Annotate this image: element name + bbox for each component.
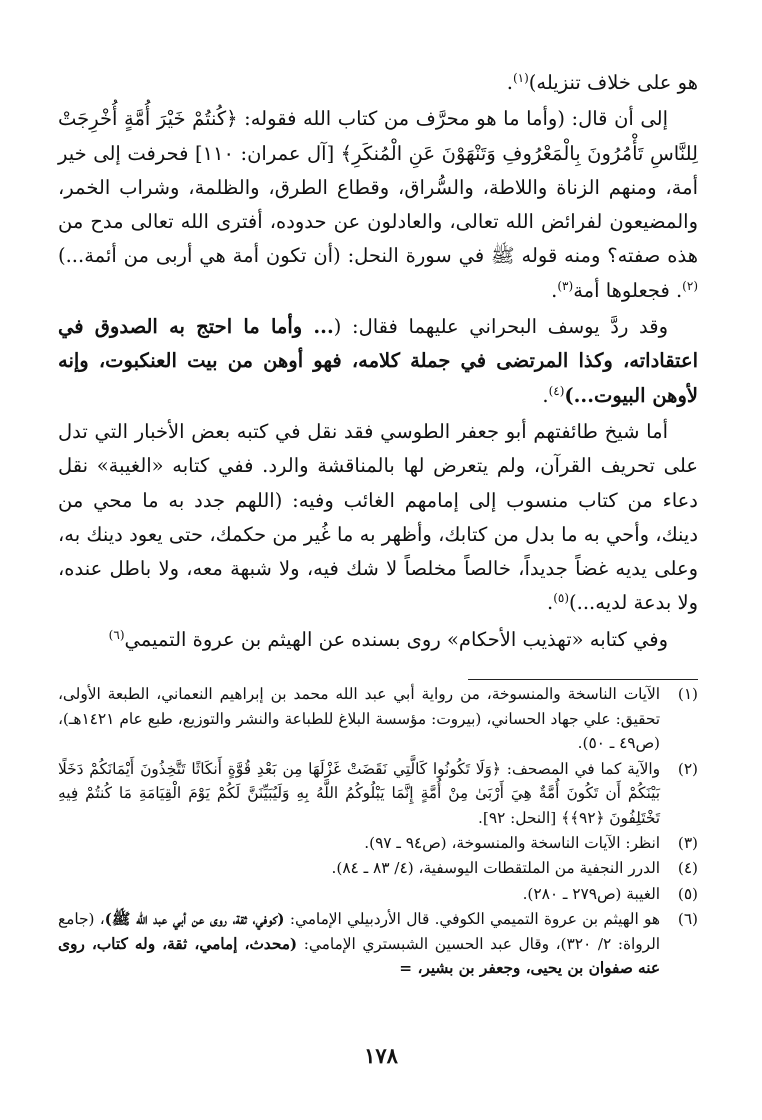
footnote-4 [58, 856, 698, 881]
footnote-ref-2[interactable]: (٢) [682, 278, 698, 293]
footnote-text: هو الهيثم بن عروة التميمي الكوفي. قال الأردبيلي الإمامي: (كوفي، ثقة، روى عن أبي عبد الله ﷺ)، (جامع الرواة: ٢/ ٣٢٠)، وقال عبد الحسين الشبستري الإمامي: (محدث، إمامي، ثقة، وله كتاب، روى عنه صفوان بن يحيى، وجعفر بن بشير، = [58, 909, 660, 978]
footnote-number: (٤) [677, 859, 698, 878]
bahrani-quote: ... وأما ما احتج به الصدوق في اعتقاداته، وكذا المرتضى في جملة كلامه، فهو أوهن من بيت العنكبوت، وإنه لأوهن البيوت...) [58, 315, 698, 407]
paragraph-5: وفي كتابه «تهذيب الأحكام» روى بسنده عن الهيثم بن عروة التميمي$^{(٦)}$ [108, 627, 668, 651]
footnote-text: الدرر النجفية من الملتقطات اليوسفية، (٤/ ٨٣ ـ ٨٤). [331, 859, 660, 878]
footnote-text: الغيبة (ص٢٧٩ ـ ٢٨٠). [522, 884, 660, 903]
footnotes [58, 682, 698, 981]
footnote-ref-4[interactable]: (٤) [548, 383, 565, 398]
footnote-number: (٣) [677, 834, 698, 853]
footnote-3 [58, 831, 698, 856]
footnote-ref-1[interactable]: (١) [512, 71, 529, 85]
page-number: ١٧٨ [364, 1043, 398, 1068]
footnote-2 [58, 757, 698, 831]
main-text [58, 66, 698, 659]
paragraph-3: وقد ردَّ يوسف البحراني عليهما فقال: (... وأما ما احتج به الصدوق في اعتقاداته، وكذا المرتضى في جملة كلامه، فهو أوهن من بيت العنكبوت، وإنه لأوهن البيوت...)$^{(٤)}$. [58, 315, 698, 407]
footnote-number: (٦) [677, 909, 698, 928]
paragraph-2: إلى أن قال: (وأما ما هو محرَّف من كتاب الله فقوله: ﴿كُنتُمْ خَيْرَ أُمَّةٍ أُخْرِجَتْ لِلنَّاسِ تَأْمُرُونَ بِالْمَعْرُوفِ وَتَنْهَوْنَ عَنِ الْمُنكَرِ﴾ [آل عمران: ١١٠] فحرفت إلى خير أمة، ومنهم الزناة واللاطة، والسُّراق، وقطاع الطرق، والظلمة، وشراب الخمر، والمضيعون لفرائض الله تعالى، والعادلون عن حدوده، أفترى الله تعالى مدح من هذه صفته؟ ومنه قوله ﷺ في سورة النحل: (أن تكون أمة هي أربى من أئمة...)$^{(٢)}$. فجعلوها أمة$^{(٣)}$. [58, 107, 698, 302]
footnote-1 [58, 682, 698, 756]
footnote-text: انظر: الآيات الناسخة والمنسوخة، (ص٩٤ ـ ٩٧). [364, 834, 660, 853]
footnote-ref-3[interactable]: (٣) [557, 278, 574, 293]
paragraph-4: أما شيخ طائفتهم أبو جعفر الطوسي فقد نقل في كتبه بعض الأخبار التي تدل على تحريف القرآن، ولم يتعرض لها بالمناقشة والرد. ففي كتابه «الغيبة» نقل دعاء من كتاب منسوب إلى إمامهم الغائب وفيه: (اللهم جدد به ما محي من دينك، وأحي به ما بدل من كتابك، وأظهر به ما غُير من حكمك، حتى يعود دينك به، وعلى يديه غضاً جديداً، خالصاً مخلصاً لا شك فيه، ولا شبهة معه، ولا باطل عنده، ولا بدعة لديه...)$^{(٥)}$. [58, 419, 698, 615]
footnote-6 [58, 907, 698, 981]
paragraph-1: هو على خلاف تنزيله)$^{(١)}$. [506, 71, 698, 94]
footnote-text: والآية كما في المصحف: ﴿وَلَا تَكُونُوا كَالَّتِي نَقَضَتْ غَزْلَهَا مِن بَعْدِ قُوَّةٍ أَنكَاثًا تَتَّخِذُونَ أَيْمَانَكُمْ دَخَلًا بَيْنَكُمْ أَن تَكُونَ أُمَّةٌ هِيَ أَرْبَىٰ مِنْ أُمَّةٍ إِنَّمَا يَبْلُوكُمُ اللَّهُ بِهِ وَلَيُبَيِّنَنَّ لَكُمْ يَوْمَ الْقِيَامَةِ مَا كُنتُمْ فِيهِ تَخْتَلِفُونَ ﴿٩٢﴾﴾ [النحل: ٩٢]. [58, 759, 660, 828]
footnote-separator [468, 679, 698, 680]
footnote-number: (٥) [677, 884, 698, 903]
footnote-ref-5[interactable]: (٥) [553, 591, 570, 606]
footnote-number: (١) [677, 685, 698, 703]
footnote-text: الآيات الناسخة والمنسوخة، من رواية أبي عبد الله محمد بن إبراهيم النعماني، الطبعة الأولى، تحقيق: علي جهاد الحساني، (بيروت: مؤسسة البلاغ للطباعة والنشر والتوزيع، طبع عام ١٤٢١هـ)، (ص٤٩ ـ ٥٠). [58, 685, 660, 753]
footnote-5 [58, 882, 698, 907]
footnote-number: (٢) [677, 759, 698, 778]
footnote-ref-6[interactable]: (٦) [108, 627, 125, 642]
